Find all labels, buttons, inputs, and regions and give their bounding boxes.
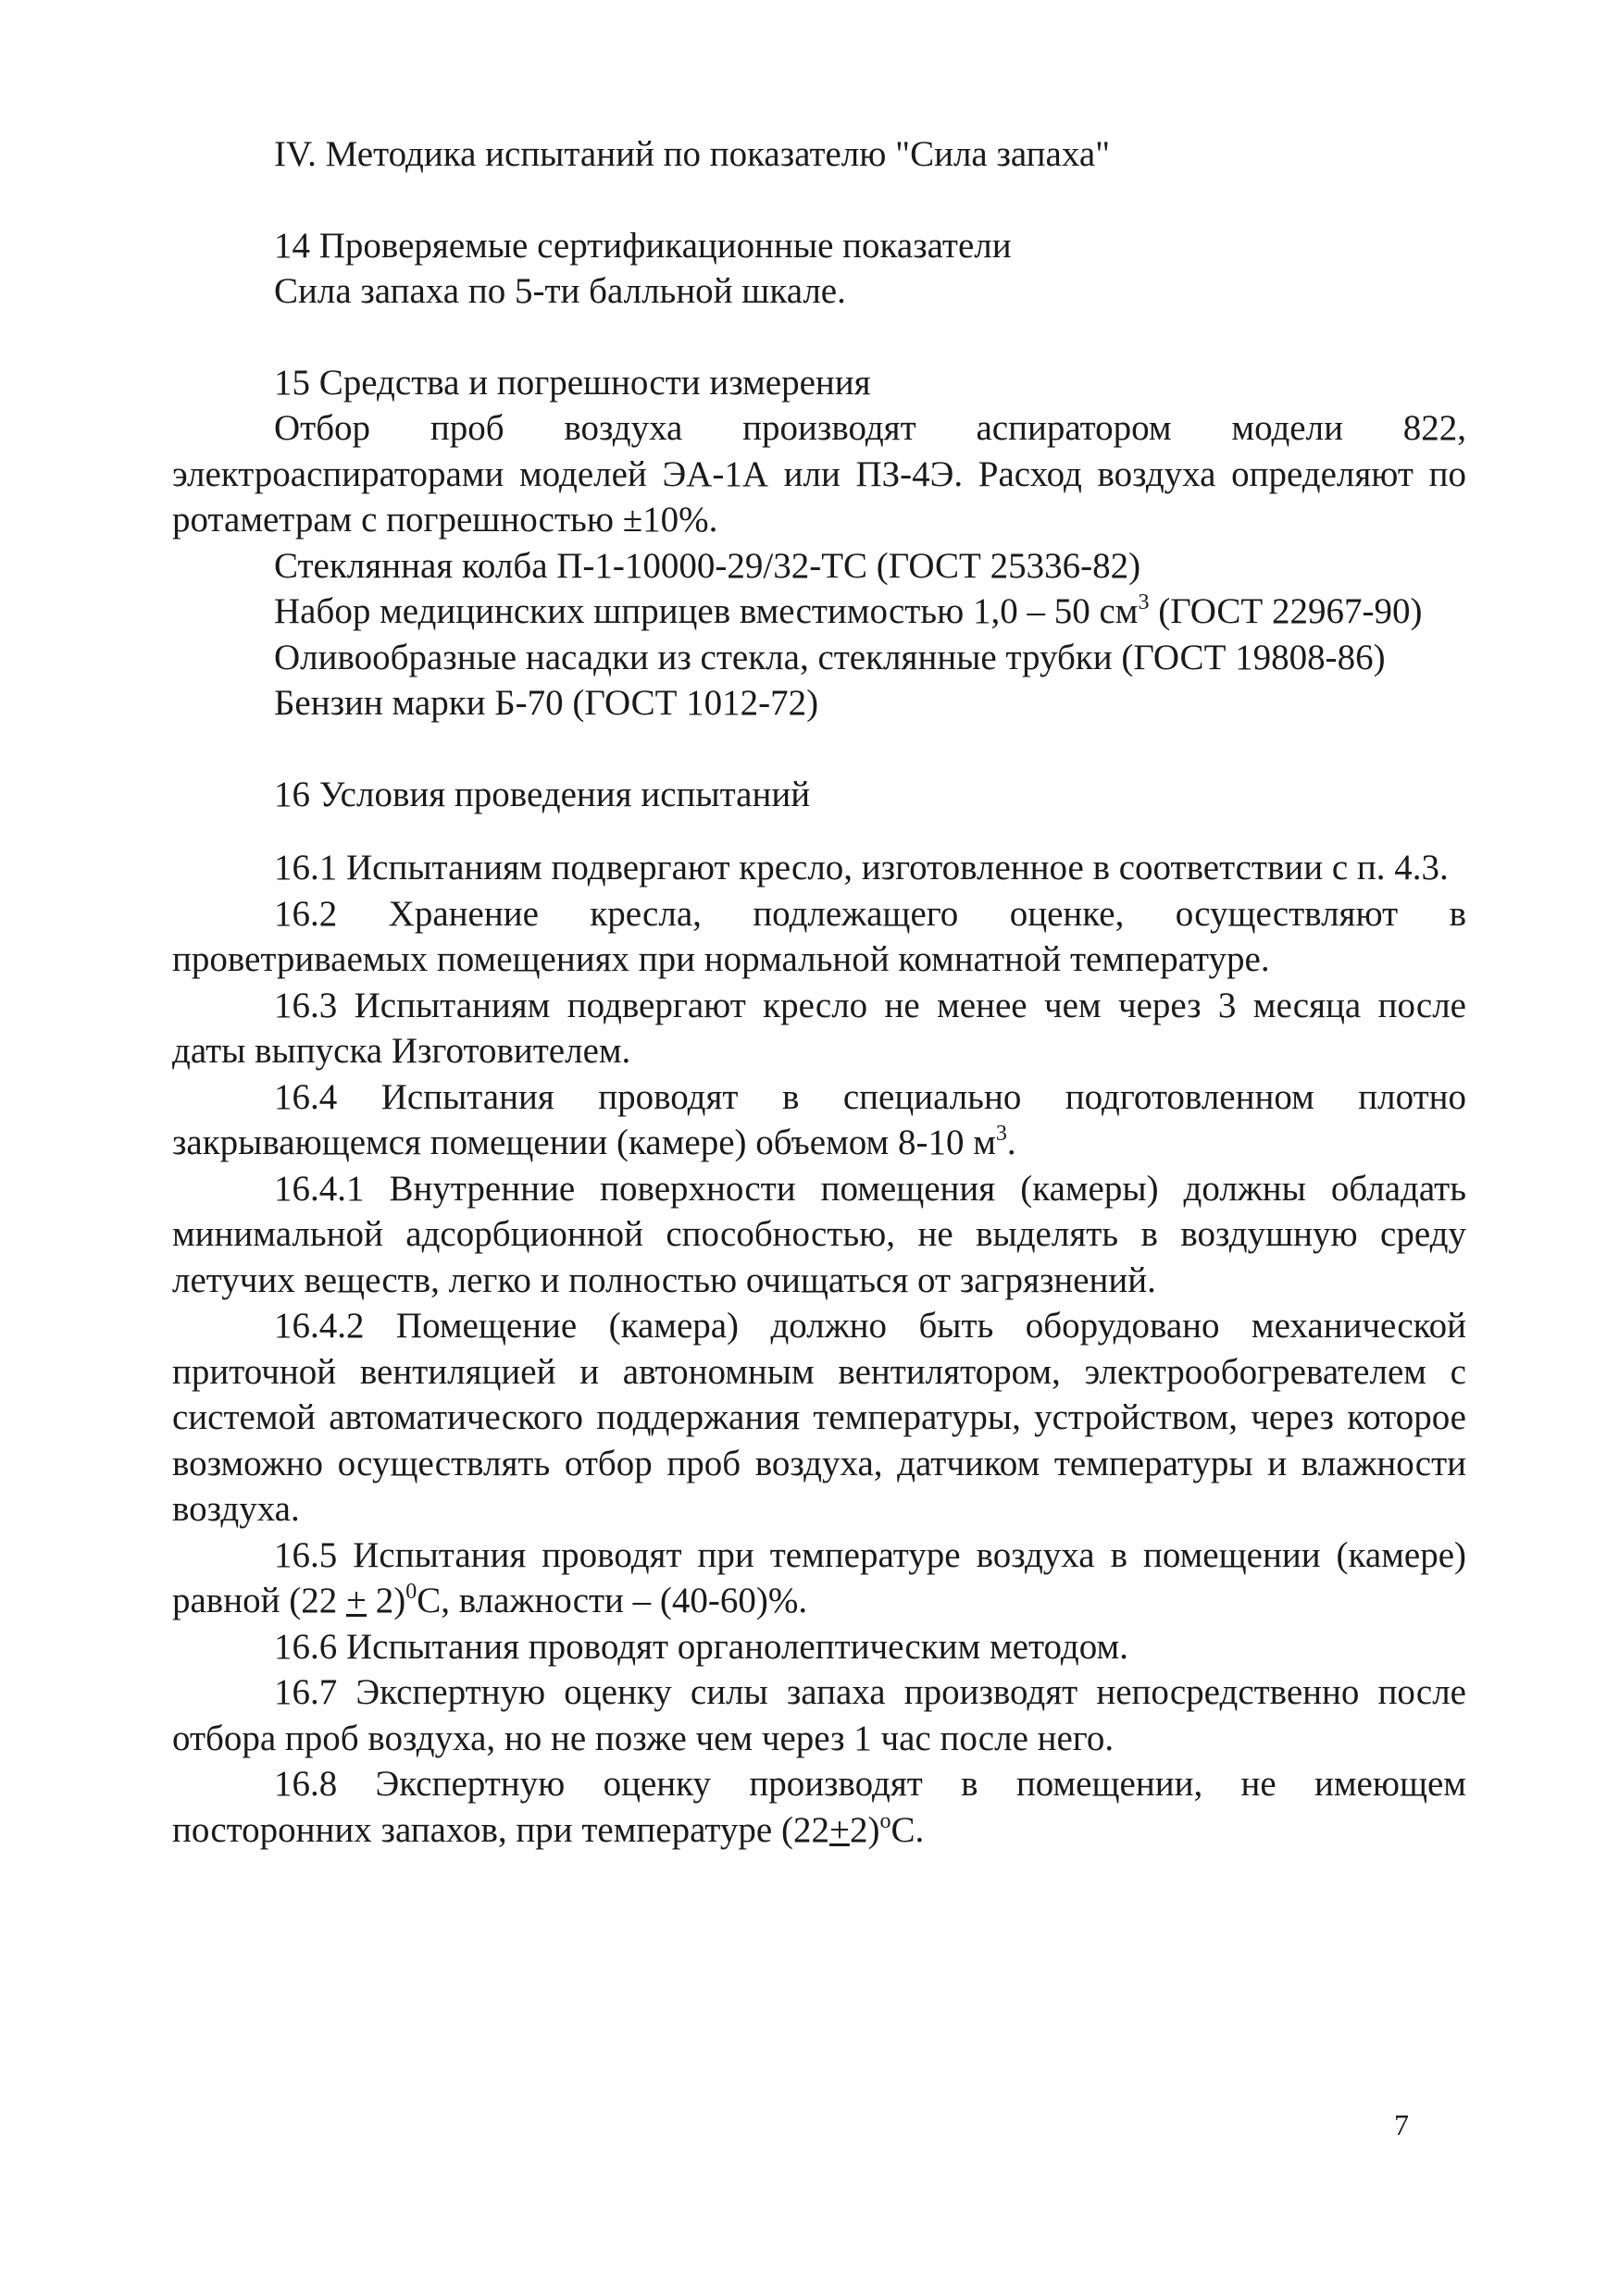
section-15-paragraph-5: Бензин марки Б-70 (ГОСТ 1012-72)	[274, 683, 819, 723]
clause-16-4-end: .	[1006, 1123, 1016, 1162]
plus-minus-sign: +	[345, 1581, 367, 1620]
section-15-paragraph-2: Стеклянная колба П-1-10000-29/32-ТС (ГОСТ 25336-82)	[274, 545, 1141, 586]
section-14-text: Сила запаха по 5-ти балльной шкале.	[274, 271, 846, 311]
section-15-paragraph-1: Отбор проб воздуха производят аспиратором модели 822, электроаспираторами моделей ЭА-1А или ПЗ-4Э. Расход воздуха определяют по ротаметрам с погрешностью ±10%.	[172, 408, 1466, 540]
superscript: 3	[1138, 590, 1150, 614]
clause-16-5-text: 16.5 Испытания проводят при температуре воздуха в помещении (камере) равной (22	[172, 1534, 1466, 1620]
syringe-text: Набор медицинских шприцев вместимостью 1,0 – 50 см	[274, 591, 1139, 631]
clause-16-8-end: С.	[890, 1809, 925, 1850]
section-15-heading: 15 Средства и погрешности измерения	[274, 362, 871, 403]
clause-16-1: 16.1 Испытаниям подвергают кресло, изготовленное в соответствии с п. 4.3.	[274, 848, 1449, 887]
syringe-standard: (ГОСТ 22967-90)	[1149, 591, 1423, 631]
section-15-paragraph-4: Оливообразные насадки из стекла, стеклянные трубки (ГОСТ 19808-86)	[274, 637, 1386, 677]
clause-16-4-text: 16.4 Испытания проводят в специально подготовленном плотно закрывающемся помещении (камере) объемом 8-10 м	[172, 1076, 1466, 1162]
superscript: о	[879, 1808, 891, 1833]
plus-minus-sign: +	[828, 1809, 850, 1850]
superscript: 0	[405, 1580, 417, 1604]
clause-16-6: 16.6 Испытания проводят органолептическим методом.	[274, 1626, 1128, 1667]
section-title: IV. Методика испытаний по показателю "Сила запаха"	[274, 134, 1111, 174]
clause-16-4-2: 16.4.2 Помещение (камера) должно быть оборудовано механической приточной вентиляцией и автономным вентилятором, электрообогревателем с системой автоматического поддержания температуры, устройством, через которое возможно осуществлять отбор проб воздуха, датчиком температуры и влажности воздуха.	[172, 1306, 1466, 1529]
clause-16-8-value: 2)	[849, 1809, 880, 1850]
clause-16-4-1: 16.4.1 Внутренние поверхности помещения (камеры) должны обладать минимальной адсорбционной способностью, не выделять в воздушную среду летучих веществ, легко и полностью очищаться от загрязнений.	[172, 1168, 1466, 1300]
clause-16-7: 16.7 Экспертную оценку силы запаха производят непосредственно после отбора проб воздуха, но не позже чем через 1 час после него.	[172, 1672, 1466, 1758]
document-body	[172, 131, 1466, 1853]
clause-16-2: 16.2 Хранение кресла, подлежащего оценке, осуществляют в проветриваемых помещениях при нормальной комнатной температуре.	[172, 893, 1466, 979]
page-number: 7	[1394, 2108, 1409, 2141]
clause-16-5-end: С, влажности – (40-60)%.	[417, 1581, 808, 1620]
clause-16-4	[172, 1074, 1466, 1166]
clause-16-3: 16.3 Испытаниям подвергают кресло не менее чем через 3 месяца после даты выпуска Изготовителем.	[172, 985, 1466, 1071]
section-14-heading: 14 Проверяемые сертификационные показатели	[274, 225, 1012, 266]
clause-16-5-value: 2)	[366, 1581, 406, 1620]
section-16-heading: 16 Условия проведения испытаний	[274, 774, 811, 814]
clause-16-8-text: 16.8 Экспертную оценку производят в помещении, не имеющем посторонних запахов, при температуре (22	[172, 1764, 1466, 1850]
clause-16-8	[172, 1761, 1466, 1853]
clause-16-5	[172, 1533, 1466, 1624]
section-15-paragraph-3	[172, 589, 1466, 635]
superscript: 3	[995, 1122, 1007, 1146]
